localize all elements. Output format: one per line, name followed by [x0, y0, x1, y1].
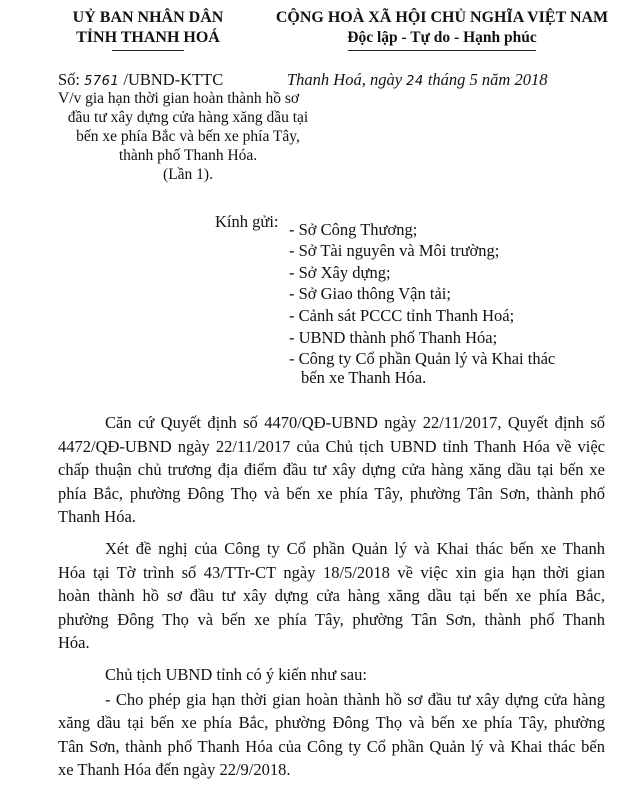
subject-line-5: (Lần 1). [163, 166, 213, 183]
org-name-line2: TỈNH THANH HOÁ [76, 29, 220, 46]
para1-line: 4472/QĐ-UBND ngày 22/11/2017 của Chủ tịch UBND tỉnh Thanh Hóa về việc [58, 436, 605, 456]
org-name-line1: UỶ BAN NHÂN DÂN [72, 9, 224, 26]
doc-number-label: Số: [58, 70, 81, 89]
nation-title: CỘNG HOÀ XÃ HỘI CHỦ NGHĨA VIỆT NAM [275, 9, 609, 26]
para2-line: Hóa. [58, 633, 90, 653]
para1-line: chấp thuận chủ trương địa điểm đầu tư xây dựng cửa hàng xăng dầu tại bến xe [58, 460, 605, 480]
recipient-item: - Công ty Cổ phần Quản lý và Khai thác [289, 349, 556, 369]
place-date [287, 70, 547, 90]
para4-line: Tân Sơn, thành phố Thanh Hóa của Công ty Cổ phần Quản lý và Khai thác bến [58, 736, 605, 756]
recipient-item: - UBND thành phố Thanh Hóa; [289, 327, 498, 347]
recipient-item: - Sở Xây dựng; [289, 262, 391, 282]
para3-line: Chủ tịch UBND tỉnh có ý kiến như sau: [105, 665, 367, 685]
place-date-suffix: tháng 5 năm 2018 [427, 70, 548, 89]
doc-number-handwritten: 5761 [84, 74, 120, 89]
doc-number [58, 70, 223, 90]
para2-line: Xét đề nghị của Công ty Cổ phần Quản lý và Khai thác bến xe Thanh [105, 539, 605, 559]
para4-line: xăng dầu tại bến xe phía Bắc, phường Đông Thọ và bến xe phía Tây, phường [58, 713, 605, 732]
subject-line-4: thành phố Thanh Hóa. [118, 147, 258, 164]
para2-line: hoàn thành hồ sơ đầu tư xây dựng cửa hàng xăng dầu tại bến xe phía Bắc, [58, 586, 605, 606]
place-date-prefix: Thanh Hoá, ngày [287, 70, 403, 89]
recipient-item: - Sở Giao thông Vận tải; [289, 284, 451, 304]
para2-line: Hóa tại Tờ trình số 43/TTr-CT ngày 18/5/2018 về việc xin gia hạn thời gian [58, 562, 605, 582]
org-underline [112, 50, 184, 51]
recipient-item: - Cảnh sát PCCC tỉnh Thanh Hoá; [289, 305, 515, 325]
para1-line: Thanh Hóa. [58, 507, 136, 527]
doc-number-suffix: /UBND-KTTC [123, 70, 224, 89]
recipient-item: - Sở Tài nguyên và Môi trường; [289, 241, 500, 261]
para4-line: xe Thanh Hóa đến ngày 22/9/2018. [58, 760, 291, 779]
recipients-label: Kính gửi: [215, 212, 279, 231]
para2-line: phường Đông Thọ và bến xe phía Tây, phường Tân Sơn, thành phố Thanh [58, 609, 605, 629]
para1-line: Căn cứ Quyết định số 4470/QĐ-UBND ngày 22/11/2017, Quyết định số [105, 413, 605, 433]
nation-motto: Độc lập - Tự do - Hạnh phúc [347, 29, 537, 46]
recipient-item-continued: bến xe Thanh Hóa. [301, 368, 427, 388]
para4-line: - Cho phép gia hạn thời gian hoàn thành hồ sơ đầu tư xây dựng cửa hàng [105, 689, 605, 709]
subject-line-3: bến xe phía Bắc và bến xe phía Tây, [76, 128, 300, 145]
subject-line-2: đầu tư xây dựng cửa hàng xăng dầu tại [67, 109, 309, 126]
subject-line-1: V/v gia hạn thời gian hoàn thành hồ sơ [58, 90, 300, 107]
motto-underline [348, 50, 536, 51]
para1-line: phía Bắc, phường Đông Thọ và bến xe phía Tây, phường Tân Sơn, thành phố [58, 483, 605, 503]
recipient-item: - Sở Công Thương; [289, 219, 418, 239]
date-day-handwritten: 24 [406, 74, 424, 89]
